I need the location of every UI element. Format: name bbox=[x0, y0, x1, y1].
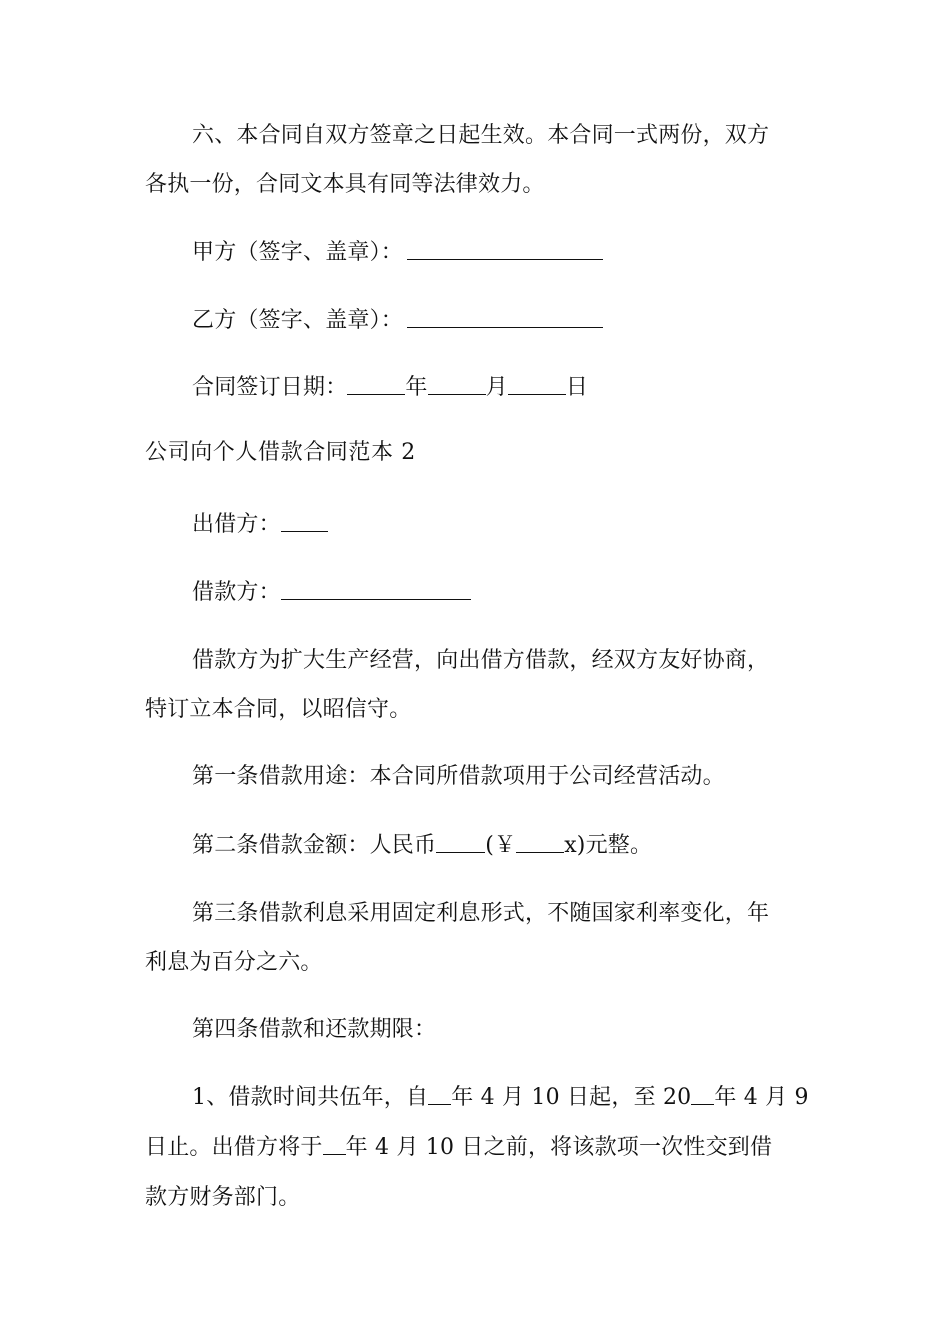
article-4-title: 第四条借款和还款期限： bbox=[192, 1017, 437, 1042]
party-a-label: 甲方（签字、盖章）： bbox=[192, 240, 404, 265]
intro-line-2: 特订立本合同，以昭信守。 bbox=[145, 697, 412, 722]
year-label: 年 bbox=[405, 375, 428, 400]
article-2-middle: (￥ bbox=[485, 833, 517, 858]
amount-number-blank bbox=[516, 831, 564, 853]
party-b-signature-blank bbox=[407, 306, 603, 328]
month-label: 月 bbox=[485, 375, 508, 400]
party-a-signature-blank bbox=[407, 238, 603, 260]
article-2-line bbox=[192, 831, 832, 861]
article-4-item-1-line-3: 款方财务部门。 bbox=[145, 1185, 301, 1210]
article-4-item-1-line-1 bbox=[192, 1083, 832, 1113]
day-label: 日 bbox=[565, 375, 589, 400]
article-4-item-1-part-1: 1、借款时间共伍年，自 bbox=[192, 1085, 429, 1110]
lender-label: 出借方： bbox=[192, 512, 281, 537]
day-blank bbox=[508, 373, 566, 395]
end-year-blank bbox=[691, 1083, 714, 1105]
party-b-signature-line bbox=[192, 306, 832, 336]
party-a-signature-line bbox=[192, 238, 832, 268]
article-4-item-1-line-2-part-1: 日止。出借方将于 bbox=[145, 1135, 323, 1160]
borrower-label: 借款方： bbox=[192, 580, 281, 605]
lender-blank bbox=[281, 510, 328, 532]
article-4-item-1-part-2: 年 4 月 10 日起，至 20 bbox=[451, 1085, 692, 1110]
article-3-line-2: 利息为百分之六。 bbox=[145, 950, 323, 975]
year-blank bbox=[347, 373, 405, 395]
month-blank bbox=[428, 373, 486, 395]
article-2-suffix: x)元整。 bbox=[564, 833, 653, 858]
party-b-label: 乙方（签字、盖章）： bbox=[192, 308, 404, 333]
clause-6-line-2: 各执一份，合同文本具有同等法律效力。 bbox=[145, 172, 545, 197]
delivery-year-blank bbox=[323, 1133, 346, 1155]
amount-words-blank bbox=[436, 831, 485, 853]
section-2-title: 公司向个人借款合同范本 2 bbox=[145, 440, 416, 465]
signing-date-line bbox=[192, 373, 832, 403]
article-2-prefix: 第二条借款金额：人民币 bbox=[192, 833, 437, 858]
start-year-blank bbox=[428, 1083, 451, 1105]
intro-line-1: 借款方为扩大生产经营，向出借方借款，经双方友好协商， bbox=[192, 648, 770, 673]
article-1: 第一条借款用途：本合同所借款项用于公司经营活动。 bbox=[192, 764, 725, 789]
article-3-line-1: 第三条借款利息采用固定利息形式，不随国家利率变化，年 bbox=[192, 901, 770, 926]
clause-6-line-1: 六、本合同自双方签章之日起生效。本合同一式两份，双方 bbox=[192, 123, 770, 148]
borrower-blank bbox=[281, 578, 471, 600]
article-4-item-1-part-3: 年 4 月 9 bbox=[714, 1085, 809, 1110]
signing-date-label: 合同签订日期： bbox=[192, 375, 348, 400]
borrower-line bbox=[192, 578, 832, 608]
article-4-item-1-line-2 bbox=[145, 1133, 825, 1163]
article-4-item-1-line-2-part-2: 年 4 月 10 日之前，将该款项一次性交到借 bbox=[345, 1135, 773, 1160]
lender-line bbox=[192, 510, 832, 540]
